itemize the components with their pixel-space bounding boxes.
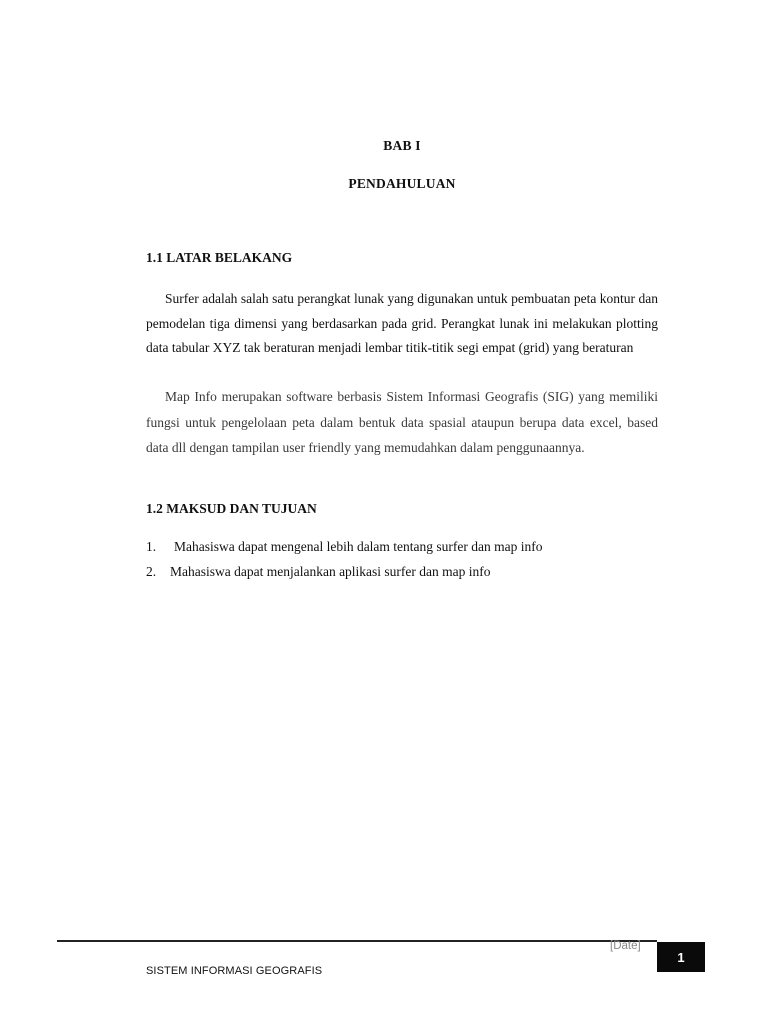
footer-divider <box>57 940 657 942</box>
list-item-text: Mahasiswa dapat menjalankan aplikasi surfer dan map info <box>170 564 491 579</box>
chapter-title: PENDAHULUAN <box>348 176 456 191</box>
paragraph-surfer: Surfer adalah salah satu perangkat lunak yang digunakan untuk pembuatan peta kontur dan pemodelan tiga dimensi yang berdasarkan pada grid. Perangkat lunak ini melakukan plotting data tabular XYZ tak beraturan menjadi lembar titik-titik segi empat (grid) yang beraturan <box>146 291 658 355</box>
footer-date: [Date] <box>610 940 641 952</box>
list-item-number: 1. <box>146 539 157 554</box>
section-heading-latar-belakang: 1.1 LATAR BELAKANG <box>146 250 293 265</box>
footer-title: SISTEM INFORMASI GEOGRAFIS <box>146 965 323 977</box>
list-item-number: 2. <box>146 564 157 579</box>
chapter-number: BAB I <box>383 138 421 153</box>
list-item-text: Mahasiswa dapat mengenal lebih dalam tentang surfer dan map info <box>174 539 543 554</box>
page-number-badge <box>657 942 705 972</box>
list-item <box>146 561 543 586</box>
section-heading-maksud-tujuan: 1.2 MAKSUD DAN TUJUAN <box>146 501 317 516</box>
paragraph-map-info: Map Info merupakan software berbasis Sistem Informasi Geografis (SIG) yang memiliki fungsi untuk pengelolaan peta dalam bentuk data spasial ataupun berupa data excel, based data dll dengan tampilan user friendly yang memudahkan dalam penggunaannya. <box>146 389 658 455</box>
list-item <box>146 536 543 561</box>
page-number: 1 <box>677 949 685 965</box>
objectives-list <box>146 536 543 586</box>
